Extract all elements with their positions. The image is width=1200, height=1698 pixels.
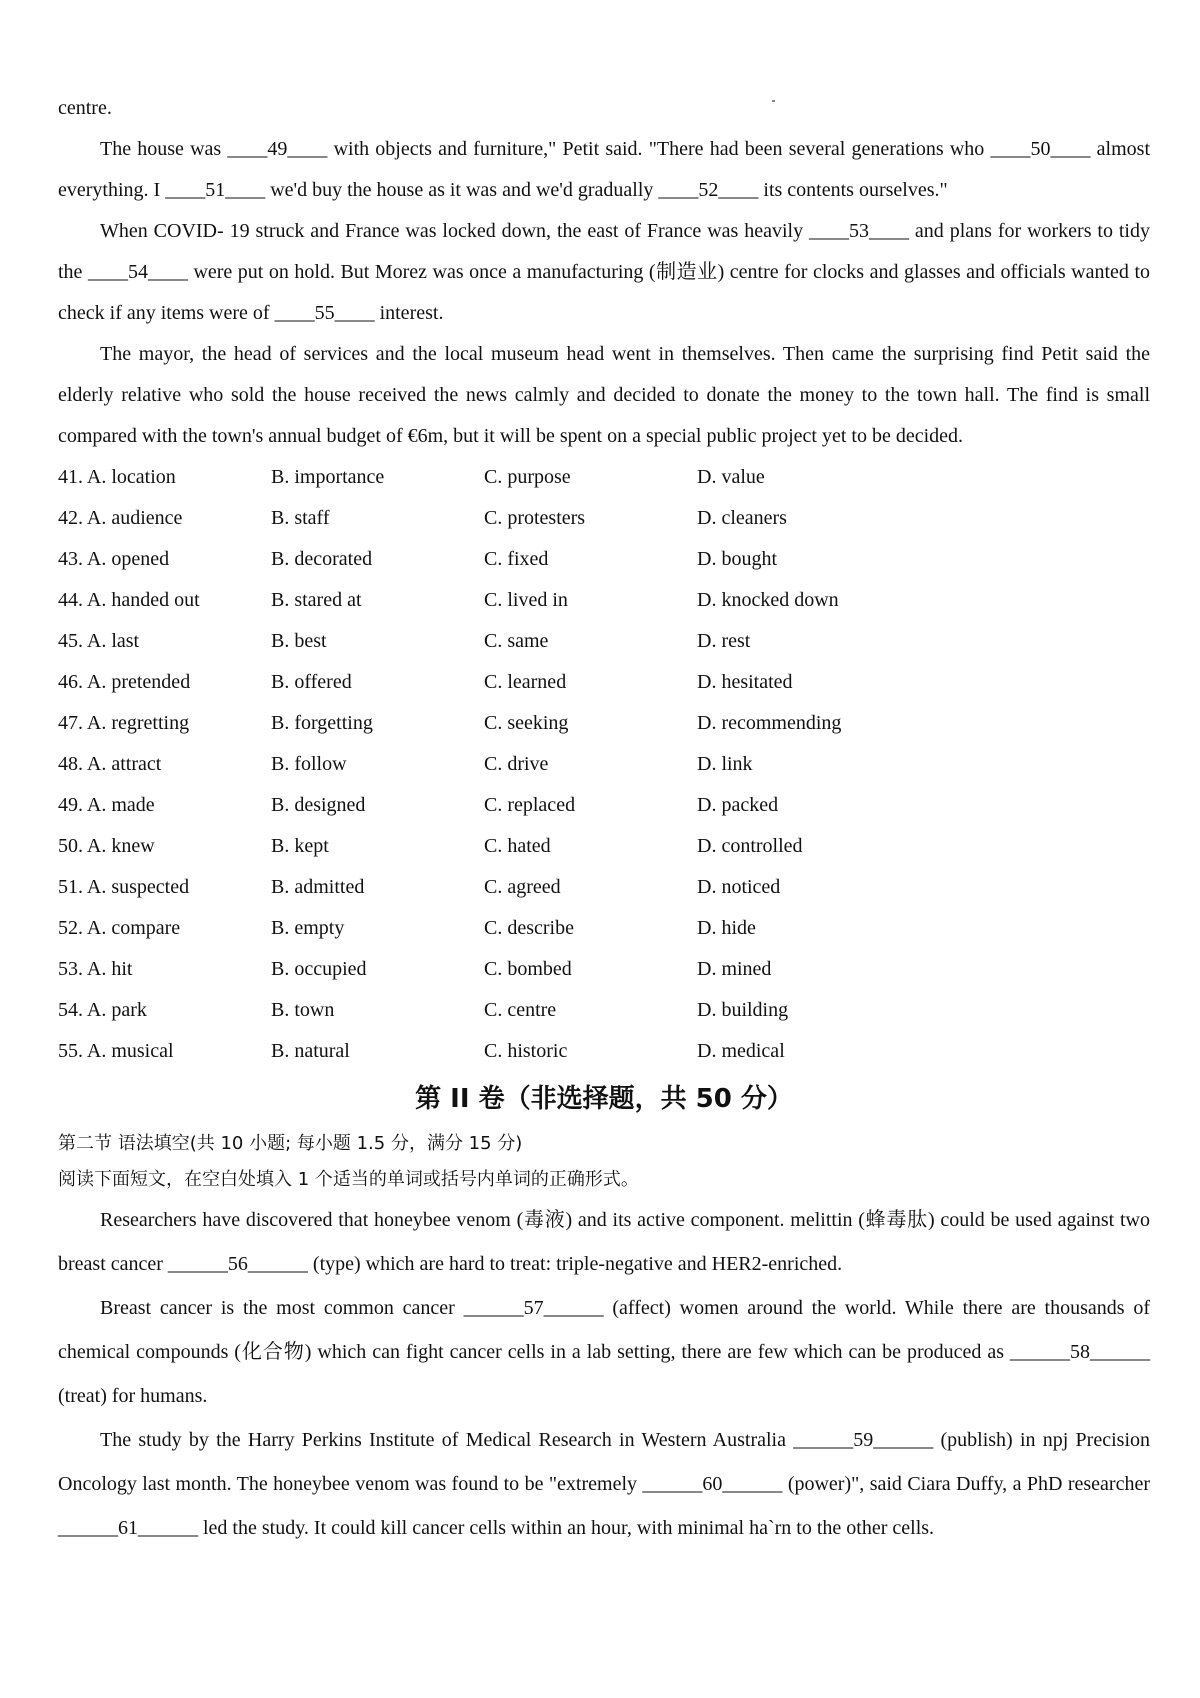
option-d: D. rest <box>697 630 751 652</box>
option-c: C. hated <box>484 835 551 857</box>
option-b: B. stared at <box>271 589 362 611</box>
option-a: 42. A. audience <box>58 507 183 529</box>
option-row-54 <box>58 990 1150 1031</box>
option-b: B. staff <box>271 507 330 529</box>
grammar-paragraph-study: The study by the Harry Perkins Institute of Medical Research in Western Australia ______59______ (publish) in npj Precision Oncology last month. The honeybee venom was found to be "extremely ______60______ (power)", said Ciara Duffy, a PhD researcher ______61______ led the study. It could kill cancer cells within an hour, with minimal ha`rn to the other cells. <box>58 1429 1150 1539</box>
option-a: 43. A. opened <box>58 548 170 570</box>
option-b: B. town <box>271 999 335 1021</box>
option-b: B. empty <box>271 917 345 939</box>
passage-paragraph-covid: When COVID- 19 struck and France was locked down, the east of France was heavily ____53____ and plans for workers to tidy the ____54____ were put on hold. But Morez was once a manufacturing (制造业) centre for clocks and glasses and officials wanted to check if any items were of ____55____ interest. <box>58 220 1150 324</box>
option-a: 54. A. park <box>58 999 147 1021</box>
option-row-45 <box>58 621 1150 662</box>
option-a: 49. A. made <box>58 794 155 816</box>
option-c: C. centre <box>484 999 557 1021</box>
option-b: B. follow <box>271 753 347 775</box>
option-b: B. kept <box>271 835 329 857</box>
option-a: 50. A. knew <box>58 835 155 857</box>
passage-paragraph-house: The house was ____49____ with objects and furniture," Petit said. "There had been several generations who ____50____ almost everything. I ____51____ we'd buy the house as it was and we'd gradually ____52____ its contents ourselves." <box>58 138 1150 201</box>
option-c: C. agreed <box>484 876 561 898</box>
option-b: B. best <box>271 630 327 652</box>
grammar-paragraph-breast-cancer: Breast cancer is the most common cancer ______57______ (affect) women around the world. While there are thousands of chemical compounds (化合物) which can fight cancer cells in a lab setting, there are few which can be produced as ______58______ (treat) for humans. <box>58 1297 1150 1407</box>
answer-options-table <box>58 457 1150 1072</box>
option-row-44 <box>58 580 1150 621</box>
option-c: C. replaced <box>484 794 576 816</box>
passage-paragraph-mayor: The mayor, the head of services and the local museum head went in themselves. Then came the surprising find Petit said the elderly relative who sold the house received the news calmly and decided to donate the money to the town hall. The find is small compared with the town's annual budget of €6m, but it will be spent on a special public project yet to be decided. <box>58 343 1150 447</box>
option-c: C. protesters <box>484 507 586 529</box>
option-c: C. lived in <box>484 589 568 611</box>
section-title: 第 II 卷（非选择题，共 50 分） <box>415 1084 793 1114</box>
option-a: 53. A. hit <box>58 958 133 980</box>
option-row-42 <box>58 498 1150 539</box>
option-d: D. bought <box>697 548 777 570</box>
option-c: C. bombed <box>484 958 572 980</box>
option-row-52 <box>58 908 1150 949</box>
option-c: C. seeking <box>484 712 569 734</box>
option-a: 47. A. regretting <box>58 712 190 734</box>
option-a: 55. A. musical <box>58 1040 174 1062</box>
option-d: D. knocked down <box>697 589 839 611</box>
option-row-46 <box>58 662 1150 703</box>
option-b: B. occupied <box>271 958 367 980</box>
option-c: C. learned <box>484 671 567 693</box>
option-b: B. admitted <box>271 876 365 898</box>
option-b: B. offered <box>271 671 352 693</box>
option-c: C. purpose <box>484 466 571 488</box>
option-row-51 <box>58 867 1150 908</box>
option-c: C. fixed <box>484 548 549 570</box>
option-d: D. value <box>697 466 765 488</box>
option-row-50 <box>58 826 1150 867</box>
option-row-49 <box>58 785 1150 826</box>
option-d: D. building <box>697 999 789 1021</box>
option-d: D. packed <box>697 794 779 816</box>
option-a: 46. A. pretended <box>58 671 191 693</box>
option-row-43 <box>58 539 1150 580</box>
option-c: C. same <box>484 630 549 652</box>
option-c: C. drive <box>484 753 549 775</box>
option-row-41 <box>58 457 1150 498</box>
option-d: D. noticed <box>697 876 781 898</box>
section-instruction: 阅读下面短文，在空白处填入 1 个适当的单词或括号内单词的正确形式。 <box>58 1169 639 1190</box>
option-c: C. describe <box>484 917 574 939</box>
option-b: B. natural <box>271 1040 350 1062</box>
option-d: D. hide <box>697 917 756 939</box>
option-b: B. importance <box>271 466 385 488</box>
option-a: 52. A. compare <box>58 917 181 939</box>
option-b: B. forgetting <box>271 712 373 734</box>
option-row-55 <box>58 1031 1150 1072</box>
option-row-53 <box>58 949 1150 990</box>
section-subtitle: 第二节 语法填空(共 10 小题; 每小题 1.5 分，满分 15 分) <box>58 1133 523 1154</box>
option-d: D. recommending <box>697 712 842 734</box>
option-c: C. historic <box>484 1040 568 1062</box>
exam-page <box>58 88 1150 1550</box>
grammar-paragraph-researchers: Researchers have discovered that honeybee venom (毒液) and its active component. melittin (蜂毒肽) could be used against two breast cancer ______56______ (type) which are hard to treat: triple-negative and HER2-enriched. <box>58 1209 1150 1275</box>
passage-fragment-centre: centre. <box>58 97 112 119</box>
option-row-47 <box>58 703 1150 744</box>
option-d: D. mined <box>697 958 772 980</box>
option-a: 45. A. last <box>58 630 140 652</box>
option-d: D. controlled <box>697 835 803 857</box>
option-a: 44. A. handed out <box>58 589 200 611</box>
option-d: D. hesitated <box>697 671 793 693</box>
option-a: 51. A. suspected <box>58 876 190 898</box>
option-a: 41. A. location <box>58 466 176 488</box>
option-d: D. cleaners <box>697 507 787 529</box>
option-row-48 <box>58 744 1150 785</box>
option-a: 48. A. attract <box>58 753 162 775</box>
option-d: D. link <box>697 753 753 775</box>
option-b: B. decorated <box>271 548 373 570</box>
option-b: B. designed <box>271 794 366 816</box>
option-d: D. medical <box>697 1040 785 1062</box>
